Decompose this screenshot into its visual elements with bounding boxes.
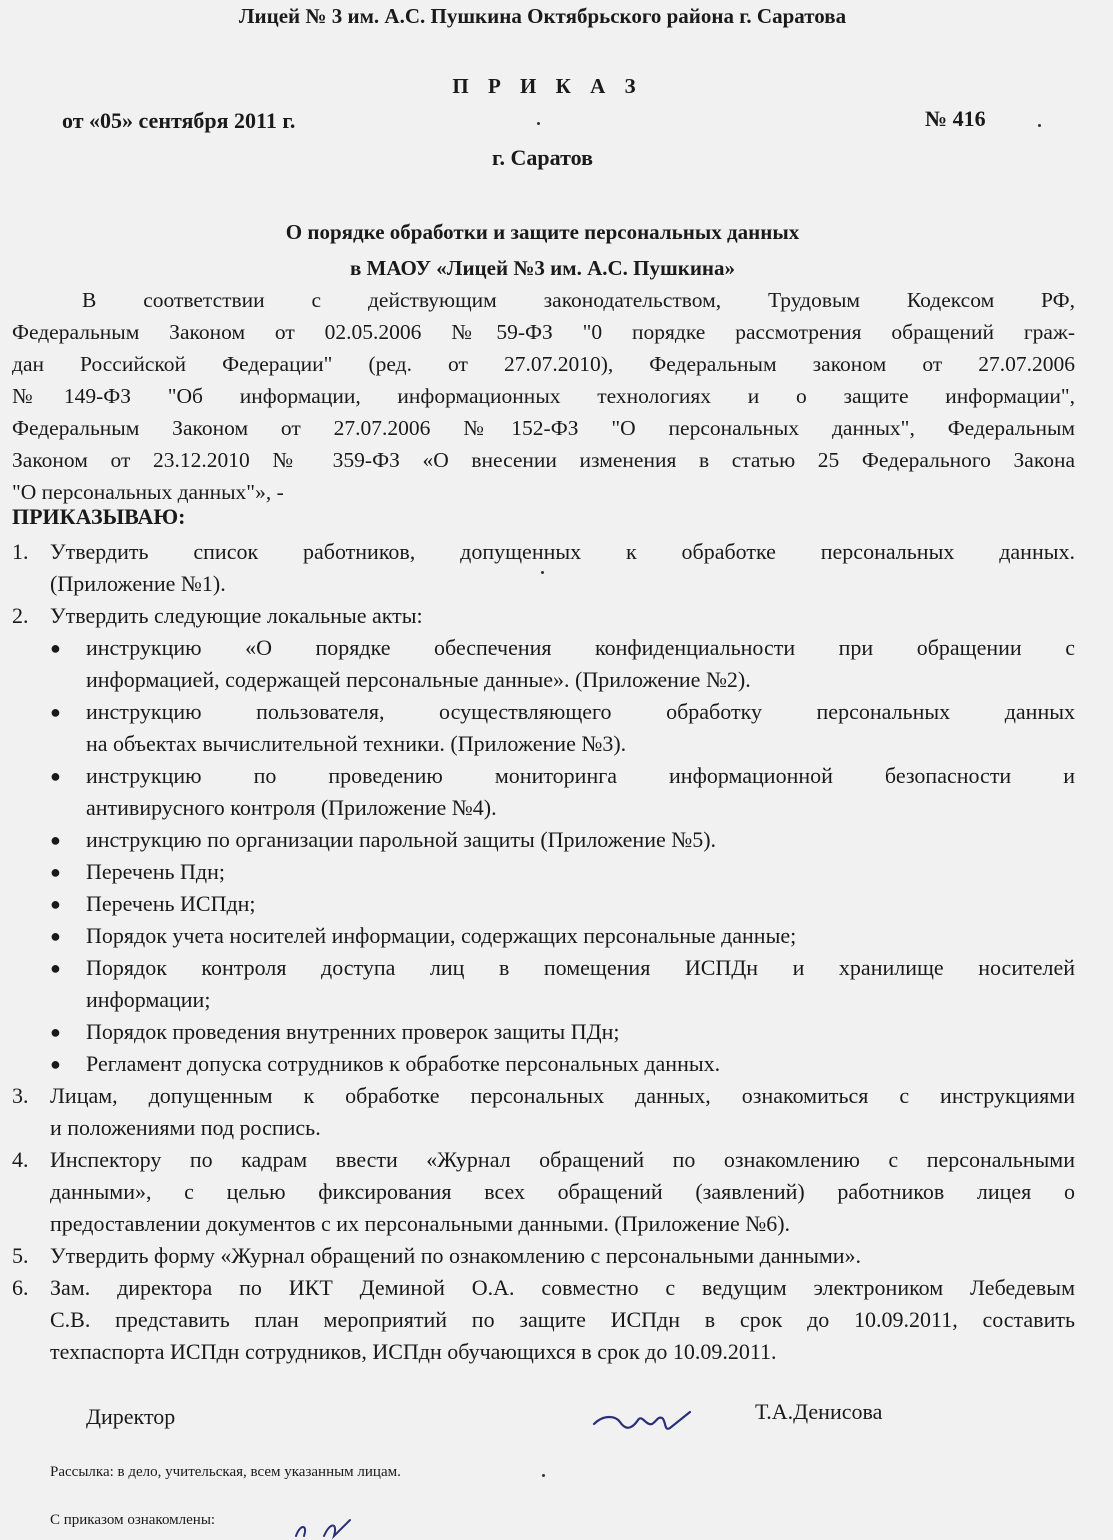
list-item [12,696,1075,760]
director-label: Директор [86,1404,176,1429]
acquainted-label: С приказом ознакомлены: [50,1512,216,1528]
item-line: Перечень Пдн; [86,859,225,884]
item-line: Утвердить форму «Журнал обращений по ознакомлению с персональными данными». [50,1243,862,1268]
item-line: Порядок учета носителей информации, содержащих персональные данные; [86,923,797,948]
item-number: 1. [12,539,29,564]
order-item-4 [12,1144,1075,1240]
bullet-icon: ● [50,894,61,914]
document-date: от «05» сентября 2011 г. [62,108,296,133]
item-line: Инспектору по кадрам ввести «Журнал обращений по ознакомлению с персональными [50,1147,1075,1172]
order-item-1 [12,536,1075,600]
list-item [12,760,1075,824]
order-item-2 [12,600,1075,632]
preamble-line: В соответствии с действующим законодательством, Трудовым Кодексом РФ, [82,288,1075,312]
document-title-line-2: в МАОУ «Лицей №3 им. А.С. Пушкина» [349,256,736,280]
item-line: информацией, содержащей персональные данные». (Приложение №2). [86,667,751,692]
preamble-line: "О персональных данных"», - [12,480,284,504]
document-type: П Р И К А З [452,74,643,98]
item-line: Порядок проведения внутренних проверок защиты ПДн; [86,1019,620,1044]
bullet-icon: ● [50,862,61,882]
bullet-icon: ● [50,830,61,850]
item-line: техпаспорта ИСПдн сотрудников, ИСПдн обучающихся в срок до 10.09.2011. [50,1339,777,1364]
list-item [12,856,1075,888]
scan-speck [537,122,540,125]
document-city: г. Саратов [492,145,593,170]
local-acts-list [12,632,1075,1080]
item-line: (Приложение №1). [50,571,226,596]
bullet-icon: ● [50,702,61,722]
preamble-line: Законом от 23.12.2010 № 359-ФЗ «О внесении изменения в статью 25 Федерального Закона [12,448,1075,472]
item-line: Утвердить следующие локальные акты: [50,603,423,628]
item-line: инструкцию «О порядке обеспечения конфиденциальности при обращении с [86,635,1075,660]
bullet-icon: ● [50,1054,61,1074]
list-item [12,888,1075,920]
bullet-icon: ● [50,638,61,658]
order-item-3 [12,1080,1075,1144]
scan-speck [1038,124,1041,127]
item-line: предоставлении документов с их персональными данными. (Приложение №6). [50,1211,791,1236]
item-number: 2. [12,603,29,628]
item-number: 5. [12,1243,29,1268]
bullet-icon: ● [50,766,61,786]
mailing-list: Рассылка: в дело, учительская, всем указанным лицам. [50,1464,401,1480]
order-item-6 [12,1272,1075,1368]
preamble [12,284,1075,508]
document-number: № 416 [925,106,986,131]
item-line: С.В. представить план мероприятий по защите ИСПдн в срок до 10.09.2011, составить [50,1307,1075,1332]
list-item [12,824,1075,856]
preamble-line: №149-ФЗ "Об информации, информационных технологиях и о защите информации", [12,384,1075,408]
item-line: Перечень ИСПдн; [86,891,256,916]
item-line: данными», с целью фиксирования всех обращений (заявлений) работников лицея о [50,1179,1075,1204]
item-line: Порядок контроля доступа лиц в помещения ИСПДн и хранилище носителей [86,955,1075,980]
preamble-line: Федеральным Законом от 27.07.2006 №152-ФЗ "О персональных данных", Федеральным [12,416,1075,440]
item-number: 6. [12,1275,29,1300]
acquainted-signature [290,1516,380,1540]
item-line: и положениями под роспись. [50,1115,321,1140]
scan-speck [542,1474,545,1477]
order-items [12,536,1075,1368]
item-line: Регламент допуска сотрудников к обработке персональных данных. [86,1051,721,1076]
item-line: инструкцию по проведению мониторинга информационной безопасности и [86,763,1075,788]
list-item [12,632,1075,696]
order-word: ПРИКАЗЫВАЮ: [12,504,186,529]
list-item [12,1048,1075,1080]
item-number: 3. [12,1083,29,1108]
school-name: Лицей № 3 им. А.С. Пушкина Октябрьского района г. Саратова [238,4,847,28]
item-number: 4. [12,1147,29,1172]
item-line: антивирусного контроля (Приложение №4). [86,795,497,820]
item-line: Зам. директора по ИКТ Деминой О.А. совместно с ведущим электроником Лебедевым [50,1275,1075,1300]
director-name: Т.А.Денисова [755,1399,883,1424]
item-line: на объектах вычислительной техники. (Приложение №3). [86,731,627,756]
scan-speck [541,571,544,574]
list-item [12,952,1075,1016]
item-line: Утвердить список работников, допущенных к обработке персональных данных. [50,539,1075,564]
bullet-icon: ● [50,926,61,946]
item-line: Лицам, допущенным к обработке персональных данных, ознакомиться с инструкциями [50,1083,1075,1108]
item-line: инструкцию пользователя, осуществляющего обработку персональных данных [86,699,1075,724]
bullet-icon: ● [50,1022,61,1042]
order-item-5 [12,1240,1075,1272]
list-item [12,920,1075,952]
director-signature [590,1402,700,1442]
bullet-icon: ● [50,958,61,978]
item-line: инструкцию по организации парольной защиты (Приложение №5). [86,827,717,852]
document-title-line-1: О порядке обработки и защите персональных данных [285,220,800,244]
list-item [12,1016,1075,1048]
item-line: информации; [86,987,211,1012]
preamble-line: Федеральным Законом от 02.05.2006 №59-ФЗ "0 порядке рассмотрения обращений граж- [12,320,1075,344]
preamble-line: дан Российской Федерации" (ред. от 27.07.2010), Федеральным законом от 27.07.2006 [12,352,1075,376]
